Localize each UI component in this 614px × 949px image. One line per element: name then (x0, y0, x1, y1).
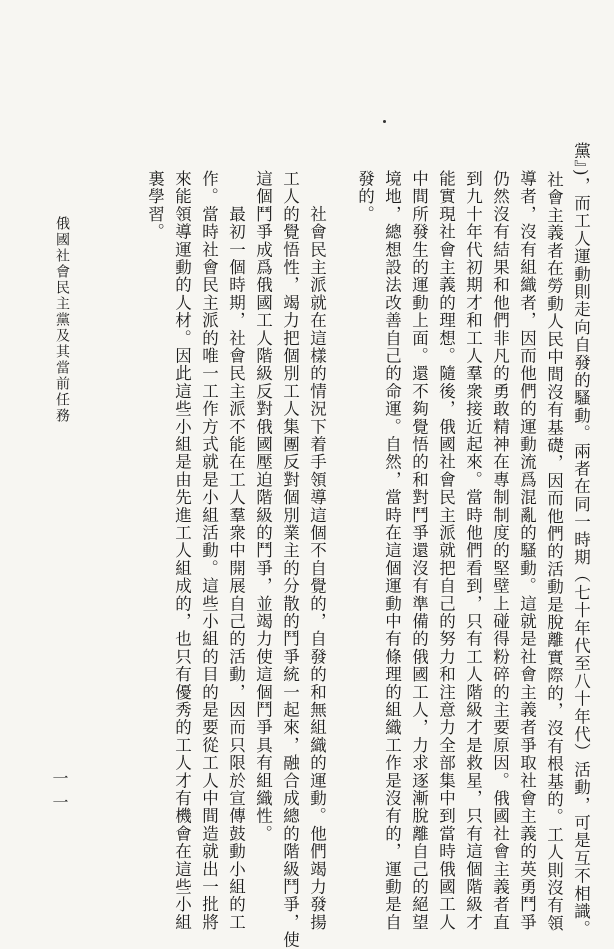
text-column-4: 仍然沒有結果和他們非凡的勇敢精神在專制制度的堅壁上碰得粉碎的主要原因。俄國社會主義者直 (490, 170, 510, 932)
text-column-6: 能實現社會主義的理想。隨後，俄國社會民主派就把自己的努力和注意力全部集中到當時俄國工人 (436, 170, 456, 932)
text-column-15: 作。當時社會民主派的唯一工作方式就是小組活動。這些小組的目的是要從工人中間造就出一批將 (199, 170, 219, 932)
text-column-2: 社會主義者在勞動人民中間沒有基礎，因而他們的活動是脫離實際的，沒有根基的。工人則沒有領 (544, 171, 564, 933)
text-column-11: 社會民主派就在這樣的情況下着手領導這個不自覺的，自發的和無組織的運動。他們竭力發揚 (307, 170, 327, 932)
text-column-13: 這個鬥爭成爲俄國工人階級反對俄國壓迫階級的鬥爭，並竭力使這個鬥爭具有組織性。 (253, 170, 273, 843)
running-title: 俄國社會民主黨及其當前任務 (54, 216, 70, 424)
text-column-16: 來能領導運動的人材。因此這些小組是由先進工人組成的，也只有優秀的工人才有機會在這些小組 (172, 170, 192, 932)
text-column-7: 中間所發生的運動上面。還不夠覺悟的和對鬥爭還沒有準備的俄國工人，力求逐漸脫離自己的絕望 (409, 170, 429, 932)
text-column-5: 到九十年代初期才和工人羣衆接近起來。當時他們看到，只有工人階級才是救星，只有這個階級才 (463, 170, 483, 932)
text-column-9: 發的。 (355, 170, 375, 224)
ink-speck (383, 120, 386, 123)
page-number: 一一 (50, 770, 69, 818)
text-column-1: 黨』)，而工人運動則走向自發的騷動。兩者在同一時期（七十年代至八十年代）活動，可是互不相識。 (571, 142, 591, 938)
text-column-8: 境地，總想設法改善自己的命運。自然，當時在這個運動中有條理的組織工作是沒有的，運動是自 (382, 170, 402, 932)
text-column-12: 工人的覺悟性，竭力把個別工人集團反對個別業主的分散的鬥爭統一起來，融合成總的階級鬥爭，使 (280, 170, 300, 949)
text-column-14: 最初一個時期，社會民主派不能在工人羣衆中開展自己的活動，因而只限於宣傳鼓動小組的工 (226, 170, 246, 932)
text-column-3: 導者，沒有組織者，因而他們的運動流爲混亂的騷動。這就是社會主義者爭取社會主義的英勇鬥爭 (517, 170, 537, 932)
text-column-17: 裏學習。 (145, 170, 165, 241)
